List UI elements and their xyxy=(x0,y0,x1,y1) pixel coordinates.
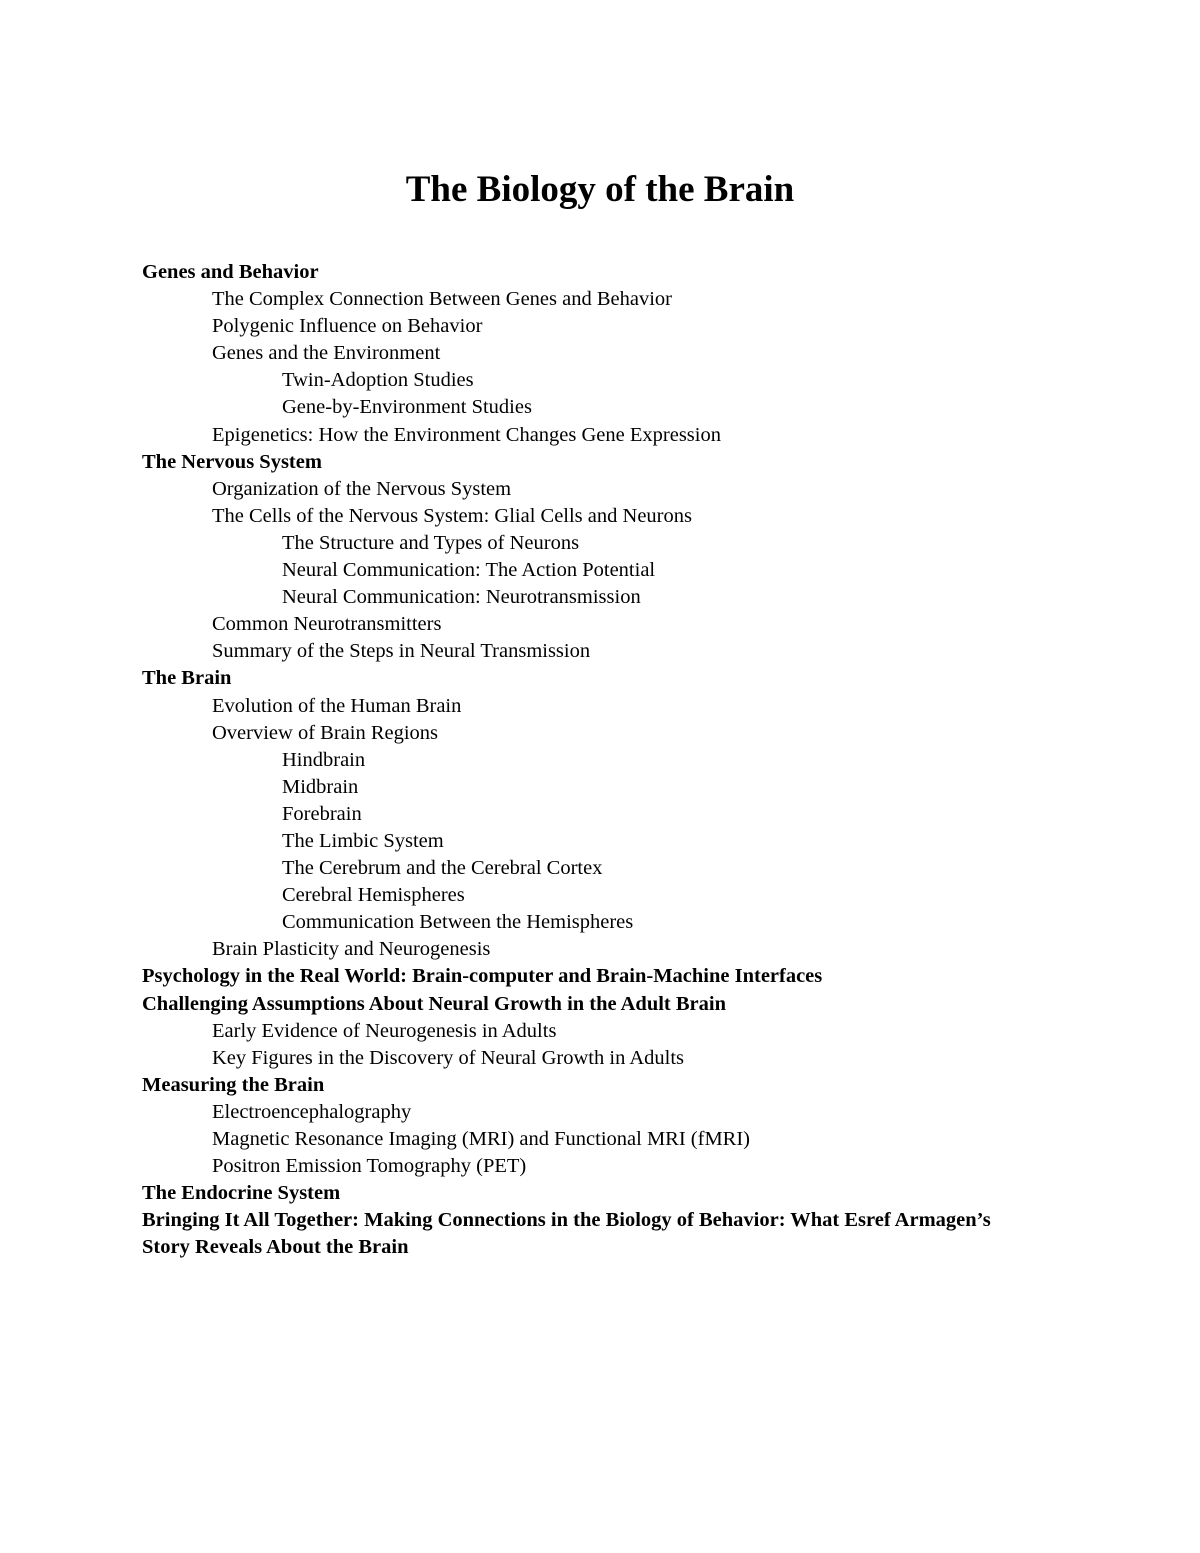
subsection-item: Electroencephalography xyxy=(212,1100,412,1123)
subsubsection-item: Communication Between the Hemispheres xyxy=(282,911,634,934)
subsubsection-item: Twin-Adoption Studies xyxy=(282,369,474,392)
subsubsection-item: Neural Communication: Neurotransmission xyxy=(282,586,641,609)
section-heading: Bringing It All Together: Making Connections in the Biology of Behavior: What Esref Armagen’s Story Reveals About the Brain xyxy=(142,1209,991,1259)
subsubsection-item: Neural Communication: The Action Potential xyxy=(282,559,656,582)
subsubsection-item: Cerebral Hemispheres xyxy=(282,884,465,907)
document-title: The Biology of the Brain xyxy=(405,169,795,210)
subsection-item: Positron Emission Tomography (PET) xyxy=(212,1155,527,1178)
subsection-item: Key Figures in the Discovery of Neural Growth in Adults xyxy=(212,1046,684,1069)
subsection-item: Magnetic Resonance Imaging (MRI) and Functional MRI (fMRI) xyxy=(212,1128,751,1150)
subsubsection-item: Gene-by-Environment Studies xyxy=(282,396,532,419)
subsection-item: The Complex Connection Between Genes and Behavior xyxy=(212,288,672,311)
subsection-item: Brain Plasticity and Neurogenesis xyxy=(212,938,491,961)
section-heading: Genes and Behavior xyxy=(142,261,319,283)
subsection-item: Evolution of the Human Brain xyxy=(212,694,462,717)
subsubsection-item: Midbrain xyxy=(282,775,359,798)
section-heading: The Endocrine System xyxy=(142,1182,341,1205)
section-heading: The Brain xyxy=(142,667,232,690)
subsection-item: Genes and the Environment xyxy=(212,342,441,365)
subsection-item: Organization of the Nervous System xyxy=(212,477,512,500)
subsubsection-item: Hindbrain xyxy=(282,748,366,771)
subsection-item: Polygenic Influence on Behavior xyxy=(212,315,483,338)
section-heading: The Nervous System xyxy=(142,450,322,473)
section-heading: Measuring the Brain xyxy=(142,1073,325,1096)
subsection-item: The Cells of the Nervous System: Glial Cells and Neurons xyxy=(212,504,692,527)
subsection-item: Epigenetics: How the Environment Changes Gene Expression xyxy=(212,423,721,446)
subsubsection-item: The Limbic System xyxy=(282,829,444,852)
subsection-item: Summary of the Steps in Neural Transmission xyxy=(212,640,591,663)
section-heading: Challenging Assumptions About Neural Growth in the Adult Brain xyxy=(142,992,726,1015)
table-of-contents xyxy=(142,259,1022,1261)
subsection-item: Early Evidence of Neurogenesis in Adults xyxy=(212,1019,557,1042)
section-heading: Psychology in the Real World: Brain-computer and Brain-Machine Interfaces xyxy=(142,965,823,988)
subsubsection-item: The Cerebrum and the Cerebral Cortex xyxy=(282,857,603,880)
subsubsection-item: The Structure and Types of Neurons xyxy=(282,531,580,554)
subsection-item: Overview of Brain Regions xyxy=(212,721,439,744)
subsubsection-item: Forebrain xyxy=(282,802,362,825)
subsection-item: Common Neurotransmitters xyxy=(212,613,442,636)
